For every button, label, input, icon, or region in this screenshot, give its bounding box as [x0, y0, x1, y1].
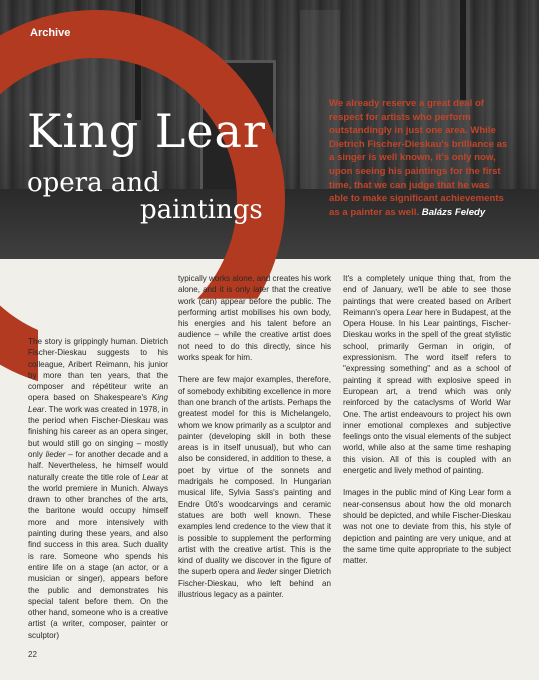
paragraph: There are few major examples, therefore, of somebody exhibiting excellence in more than one branch of the artists. Perhaps the greatest model for this is Michelangelo, whom we know primarily as a sculptor and painter (developing skill in both these areas is in itself unusual), but who can also be considered, in addition to these, a poet by virtue of the sonnets and madrigals he composed. In Hungarian musical life, Sylvia Sass's painting and Endre Ütő's woodcarvings and ceramic statues are both well known. These examples lend credence to the view that it is possible to supplement the performing artist with the creative artist. This is the kind of duality we discover in the figure of the superb opera and lieder singer Dietrich Fischer-Dieskau, who left behind an illustrious legacy as a painter.: [178, 375, 331, 600]
paragraph: It's a completely unique thing that, from the end of January, we'll be able to see those paintings that were created based on Aribert Reimann's opera Lear here in Budapest, at the Opera House. In his Lear paintings, Fischer-Dieskau works in the spell of the great stylistic school, primarily German in origin, of expressionism. The word itself refers to "expressing something" and as a school of painting it spread with explosive speed in European art, a trend which was only reinforced by the cataclysms of World War One. The artist endeavours to project his own inner emotional complexes and subjective feelings onto the visual elements of the subject world, while also at the same time reshaping this vision. All of this is coupled with an energetic and lively method of painting.: [343, 274, 511, 476]
article-column-1: [28, 336, 168, 652]
page-number: 22: [28, 650, 37, 659]
title-line-2: opera and: [27, 168, 160, 198]
title-line-3: paintings: [140, 195, 263, 225]
paragraph: typically works alone, and creates his work alone, and it is only later that the creative work (can) appear before the public. The performing artist mobilises his own body, his energies and his talent before an audience – while the creative artist does not need to do this directly, since his works speak for him.: [178, 274, 331, 363]
article-column-2: [178, 273, 331, 611]
article-column-3: [343, 273, 511, 577]
pull-quote: [329, 97, 509, 219]
title-line-1: King Lear: [27, 104, 266, 158]
section-tag: Archive: [30, 27, 71, 39]
paragraph: The story is grippingly human. Dietrich Fischer-Dieskau suggests to his colleague, Aribert Reimann, his junior by more than ten years, that the composer and répétiteur write an opera based on Shakespeare's King Lear. The work was created in 1978, in the period when Fischer-Dieskau was finishing his career as an opera singer, but would still go on singing – mostly only lieder – for another decade and a half. Nevertheless, he himself would naturally create the title role of Lear at the world premiere in Munich. Always drawn to other branches of the arts, the baritone would occupy himself more and more intensively with painting during these years, and also find success in this area. Such duality is rare. Someone who spends his entire life on a stage (an actor, or a musician or singer), appears before the public and demonstrates his special talent before them. On the other hand, someone who is a creative artist (a writer, composer, painter or sculptor): [28, 337, 168, 640]
pull-quote-text: We already reserve a great deal of respect for artists who perform outstandingly in just one area. While Dietrich Fischer-Dieskau's brilliance as a singer is well known, it's only now, upon seeing his paintings for the first time, that we can judge that he was able to make significant achievements as a painter as well.: [329, 98, 508, 218]
paragraph: Images in the public mind of King Lear form a near-consensus about how the old monarch should be depicted, and while Fischer-Dieskau was not one to deviate from this, his style of depiction and painting are very unique, and at the same time quite appropriate to the subject matter.: [343, 488, 511, 566]
pull-quote-author: Balázs Feledy: [421, 206, 486, 218]
